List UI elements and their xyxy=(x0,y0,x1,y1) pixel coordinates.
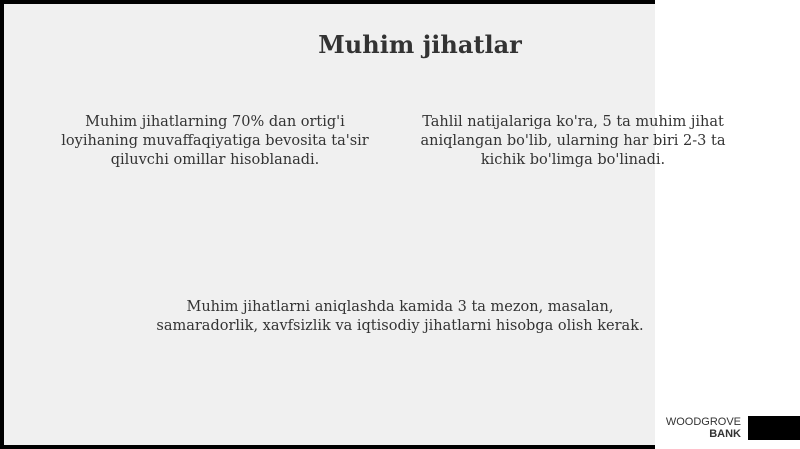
woodgrove-bank-logo xyxy=(658,416,741,440)
paragraph-left: Muhim jihatlarning 70% dan ortig'i loyihaning muvaffaqiyatiga bevosita ta'sir qiluvchi omillar hisoblanadi. xyxy=(61,114,369,168)
logo-line-1: WOODGROVE xyxy=(665,416,741,428)
paragraph-right: Tahlil natijalariga ko'ra, 5 ta muhim jihat aniqlangan bo'lib, ularning har biri 2-3 ta kichik bo'limga bo'linadi. xyxy=(420,114,726,168)
paragraph-bottom: Muhim jihatlarni aniqlashda kamida 3 ta mezon, masalan, samaradorlik, xavfsizlik va iqtisodiy jihatlarni hisobga olish kerak. xyxy=(156,299,644,334)
right-margin xyxy=(655,0,800,449)
logo-block xyxy=(748,416,800,440)
slide-canvas xyxy=(4,4,655,445)
slide-title: Muhim jihatlar xyxy=(318,30,522,59)
logo-line-2: BANK xyxy=(709,428,741,440)
